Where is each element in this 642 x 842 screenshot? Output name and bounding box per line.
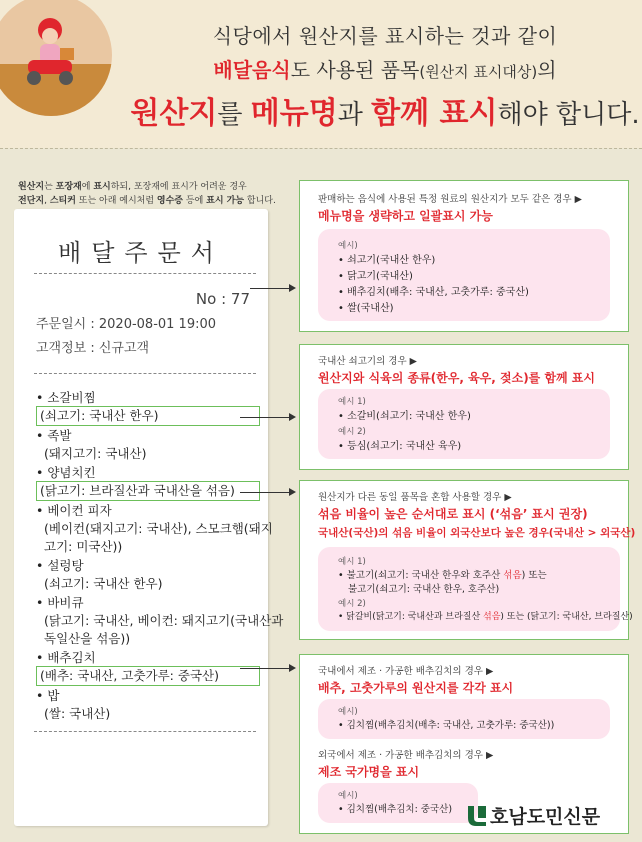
example-item: • 등심(쇠고기: 국내산 육우) (338, 441, 462, 452)
note-text: , (44, 196, 50, 206)
example-label: 예시 1) (338, 397, 366, 407)
example-label: 예시 2) (338, 599, 366, 609)
example-box (318, 389, 610, 459)
note-bold: 스티커 (49, 196, 76, 206)
example-item (338, 567, 547, 581)
example-box (318, 699, 610, 739)
receipt-customer: 고객정보 : 신규고객 (36, 341, 150, 356)
note-bold: 표시 (93, 182, 111, 192)
delivery-receipt (14, 209, 284, 826)
headline-text: 해야 합니다. (497, 100, 640, 130)
receipt-number: No : 77 (195, 290, 250, 308)
panel-intro: 외국에서 제조 · 가공한 배추김치의 경우 ▶ (318, 750, 494, 761)
panel-rule: 섞음 비율이 높은 순서대로 표시 (‘섞음’ 표시 권장) (318, 507, 588, 521)
arrow-icon (250, 288, 294, 289)
example-highlight: 섞음 (503, 570, 522, 581)
delivery-illustration (0, 0, 112, 116)
arrow-icon (240, 492, 294, 493)
panel-intro: 국내산 쇠고기의 경우 ▶ (318, 356, 417, 367)
example-text: ) 또는 (521, 570, 547, 581)
receipt-item: • 베이컨 피자 (36, 503, 112, 518)
delivery-scooter-icon (20, 12, 80, 92)
panel-rule: 제조 국가명을 표시 (318, 765, 420, 779)
note-bold: 포장재 (55, 182, 82, 192)
receipt-divider (34, 373, 256, 374)
panel-rule: 메뉴명을 생략하고 일괄표시 가능 (318, 209, 493, 223)
headline-text: 과 (337, 100, 372, 130)
headline-delivery-food: 배달음식 (213, 58, 291, 82)
example-item: • 배추김치(배추: 국내산, 고춧가루: 중국산) (338, 287, 529, 298)
rule-panel-same-origin (299, 180, 629, 332)
receipt-item-origin: (닭고기: 브라질산과 국내산을 섞음) (40, 483, 235, 498)
receipt-item-origin: (닭고기: 국내산, 베이컨: 돼지고기(국내산과 (44, 613, 284, 628)
headline-text: 의 (537, 58, 557, 82)
headline-line-3 (130, 88, 640, 132)
receipt-item-origin: (쇠고기: 국내산 한우) (44, 576, 163, 591)
note-bold: 영수증 (156, 196, 184, 206)
rule-panel-domestic-beef (299, 344, 629, 470)
example-item (338, 609, 633, 622)
arrow-icon (240, 417, 294, 418)
example-text: • 닭갈비(닭고기: 국내산과 브라질산 (338, 612, 484, 622)
receipt-note (18, 180, 288, 208)
receipt-item: • 배추김치 (36, 650, 96, 665)
headline-line-1: 식당에서 원산지를 표시하는 것과 같이 (212, 24, 558, 48)
panel-rule: 배추, 고춧가루의 원산지를 각각 표시 (318, 681, 514, 695)
note-bold: 원산지 (18, 182, 45, 192)
example-item: • 김치찜(배추김치: 중국산) (338, 804, 453, 815)
receipt-item-origin: (베이컨(돼지고기: 국내산), 스모크햄(돼지 (44, 521, 273, 536)
logo-text: 호남도민신문 (490, 806, 601, 828)
example-highlight: 섞음 (483, 612, 501, 622)
example-item: • 소갈비(쇠고기: 국내산 한우) (338, 411, 471, 422)
panel-intro: 판매하는 음식에 사용된 특정 원료의 원산지가 모두 같은 경우 ▶ (318, 194, 582, 205)
headline-text: 도 사용된 품목 (290, 58, 420, 82)
note-text: 또는 아래 예시처럼 (75, 196, 157, 206)
publisher-logo (466, 802, 636, 834)
receipt-item: • 소갈비찜 (36, 390, 96, 405)
panel-rule-secondary: 국내산(국산)의 섞음 비율이 외국산보다 높은 경우(국내산 > 외국산) (318, 527, 636, 539)
receipt-item: • 설렁탕 (36, 558, 84, 573)
receipt-item-origin: (돼지고기: 국내산) (44, 446, 147, 461)
note-bold: 전단지 (18, 196, 45, 206)
example-label: 예시 2) (338, 427, 366, 437)
note-text: 는 (44, 182, 56, 192)
headline-line-2 (130, 54, 640, 83)
receipt-divider (34, 731, 256, 732)
logo-mark-icon (466, 804, 488, 828)
example-label: 예시 1) (338, 557, 366, 567)
headline-text: 를 (217, 100, 251, 130)
receipt-item-origin: (쌀: 국내산) (44, 706, 111, 721)
header-banner (0, 0, 642, 148)
arrow-icon (240, 668, 294, 669)
headline-display-together: 함께 표시 (371, 96, 498, 131)
receipt-item-origin: 고기: 미국산)) (44, 539, 123, 554)
headline-menu-name: 메뉴명 (250, 96, 338, 131)
note-text: 합니다. (244, 196, 276, 206)
example-item: • 쌀(국내산) (338, 303, 394, 314)
receipt-item: • 바비큐 (36, 595, 84, 610)
receipt-title: 배달주문서 (58, 239, 224, 267)
note-text: 에 (81, 182, 94, 192)
rule-panel-mixed-origin (299, 480, 636, 640)
receipt-item: • 양념치킨 (36, 465, 96, 480)
receipt-item: • 밥 (36, 688, 60, 703)
example-item: 불고기(쇠고기: 국내산 한우, 호주산) (348, 584, 500, 595)
example-text: • 불고기(쇠고기: 국내산 한우와 호주산 (338, 570, 504, 581)
example-item: • 닭고기(국내산) (338, 271, 413, 282)
note-bold: 표시 가능 (206, 196, 245, 206)
receipt-item-origin: (쇠고기: 국내산 한우) (40, 408, 159, 423)
divider (0, 148, 642, 149)
example-item: • 김치찜(배추김치(배추: 국내산, 고춧가루: 중국산)) (338, 720, 555, 731)
headline-origin: 원산지 (130, 96, 218, 131)
example-text: ) 또는 (닭고기: 국내산, 브라질산) (500, 612, 633, 622)
note-text: 하되, 포장재에 표시가 어려운 경우 (110, 182, 247, 192)
example-box (318, 547, 633, 631)
receipt-item-origin: 독일산을 섞음)) (44, 631, 131, 646)
example-item: • 쇠고기(국내산 한우) (338, 255, 436, 266)
example-label: 예시) (338, 241, 358, 251)
headline-small: (원산지 표시대상) (419, 63, 538, 81)
note-text: 등에 (183, 196, 207, 206)
panel-intro: 원산지가 다른 동일 품목을 혼합 사용할 경우 ▶ (318, 492, 512, 503)
receipt-item: • 족발 (36, 428, 72, 443)
receipt-date: 주문일시 : 2020-08-01 19:00 (36, 317, 217, 332)
panel-intro: 국내에서 제조 · 가공한 배추김치의 경우 ▶ (318, 666, 494, 677)
receipt-divider (34, 273, 256, 274)
example-label: 예시) (338, 707, 358, 717)
receipt-item-origin: (배추: 국내산, 고춧가루: 중국산) (40, 668, 219, 683)
example-box (318, 783, 478, 823)
example-label: 예시) (338, 791, 358, 801)
example-box (318, 229, 610, 321)
panel-rule: 원산지와 식육의 종류(한우, 육우, 젖소)를 함께 표시 (318, 371, 595, 385)
